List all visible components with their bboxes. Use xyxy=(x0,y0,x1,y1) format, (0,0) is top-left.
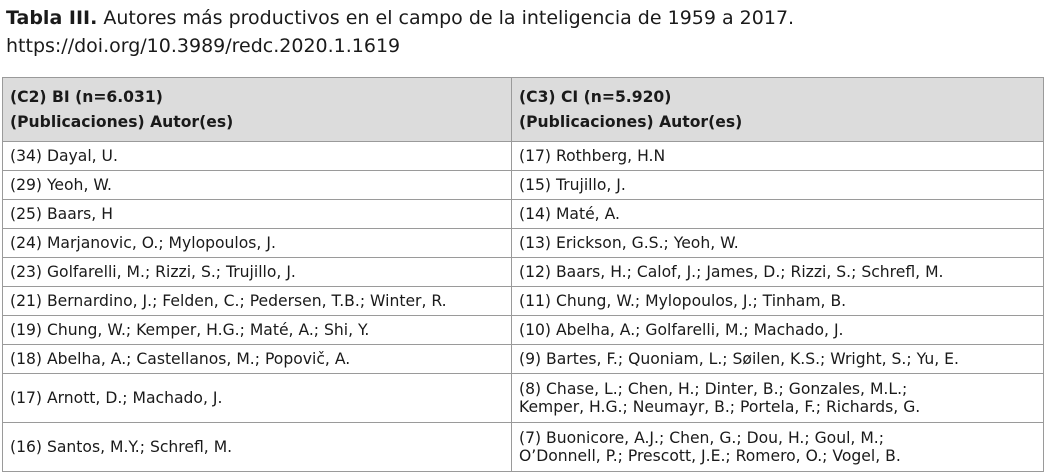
cell-bi-authors: (19) Chung, W.; Kemper, H.G.; Maté, A.; Shi, Y. xyxy=(3,316,512,345)
header-ci-subheader: (Publicaciones) Autor(es) xyxy=(519,112,743,131)
cell-line: (7) Buonicore, A.J.; Chen, G.; Dou, H.; Goul, M.; xyxy=(519,429,884,447)
cell-bi-authors: (29) Yeoh, W. xyxy=(3,171,512,200)
table-row xyxy=(3,258,1044,287)
table-row xyxy=(3,374,1044,423)
cell-ci-authors: (14) Maté, A. xyxy=(512,200,1044,229)
cell-ci-authors: (11) Chung, W.; Mylopoulos, J.; Tinham, B. xyxy=(512,287,1044,316)
cell-bi-authors: (17) Arnott, D.; Machado, J. xyxy=(3,374,512,423)
cell-ci-authors: (9) Bartes, F.; Quoniam, L.; Søilen, K.S.; Wright, S.; Yu, E. xyxy=(512,345,1044,374)
cell-line: Kemper, H.G.; Neumayr, B.; Portela, F.; Richards, G. xyxy=(519,398,921,416)
cell-ci-authors: (10) Abelha, A.; Golfarelli, M.; Machado, J. xyxy=(512,316,1044,345)
cell-bi-authors: (23) Golfarelli, M.; Rizzi, S.; Trujillo, J. xyxy=(3,258,512,287)
cell-ci-authors: (12) Baars, H.; Calof, J.; James, D.; Rizzi, S.; Schrefl, M. xyxy=(512,258,1044,287)
cell-ci-authors: (13) Erickson, G.S.; Yeoh, W. xyxy=(512,229,1044,258)
header-ci-group: (C3) CI (n=5.920) xyxy=(519,87,672,106)
table-body xyxy=(3,142,1044,472)
header-bi-subheader: (Publicaciones) Autor(es) xyxy=(10,112,234,131)
caption-title: Autores más productivos en el campo de la inteligencia de 1959 a 2017. xyxy=(97,7,795,29)
cell-line: (8) Chase, L.; Chen, H.; Dinter, B.; Gonzales, M.L.; xyxy=(519,380,908,398)
table-header-row xyxy=(3,78,1044,142)
table-row xyxy=(3,287,1044,316)
cell-ci-authors xyxy=(512,374,1044,423)
table-row xyxy=(3,423,1044,472)
authors-table xyxy=(2,77,1044,472)
cell-bi-authors: (18) Abelha, A.; Castellanos, M.; Popovič, A. xyxy=(3,345,512,374)
table-row xyxy=(3,171,1044,200)
table-row xyxy=(3,200,1044,229)
cell-bi-authors: (34) Dayal, U. xyxy=(3,142,512,171)
cell-bi-authors: (25) Baars, H xyxy=(3,200,512,229)
caption-doi: https://doi.org/10.3989/redc.2020.1.1619 xyxy=(6,35,401,57)
table-row xyxy=(3,229,1044,258)
cell-line: O’Donnell, P.; Prescott, J.E.; Romero, O.; Vogel, B. xyxy=(519,447,901,465)
table-caption xyxy=(6,4,794,60)
cell-ci-authors: (17) Rothberg, H.N xyxy=(512,142,1044,171)
cell-bi-authors: (24) Marjanovic, O.; Mylopoulos, J. xyxy=(3,229,512,258)
table-row xyxy=(3,142,1044,171)
cell-ci-authors xyxy=(512,423,1044,472)
header-bi-group: (C2) BI (n=6.031) xyxy=(10,87,163,106)
caption-label: Tabla III. xyxy=(6,7,98,29)
cell-bi-authors: (16) Santos, M.Y.; Schrefl, M. xyxy=(3,423,512,472)
header-bi xyxy=(3,78,512,142)
table-row xyxy=(3,345,1044,374)
table-row xyxy=(3,316,1044,345)
cell-ci-authors: (15) Trujillo, J. xyxy=(512,171,1044,200)
cell-bi-authors: (21) Bernardino, J.; Felden, C.; Pedersen, T.B.; Winter, R. xyxy=(3,287,512,316)
header-ci xyxy=(512,78,1044,142)
